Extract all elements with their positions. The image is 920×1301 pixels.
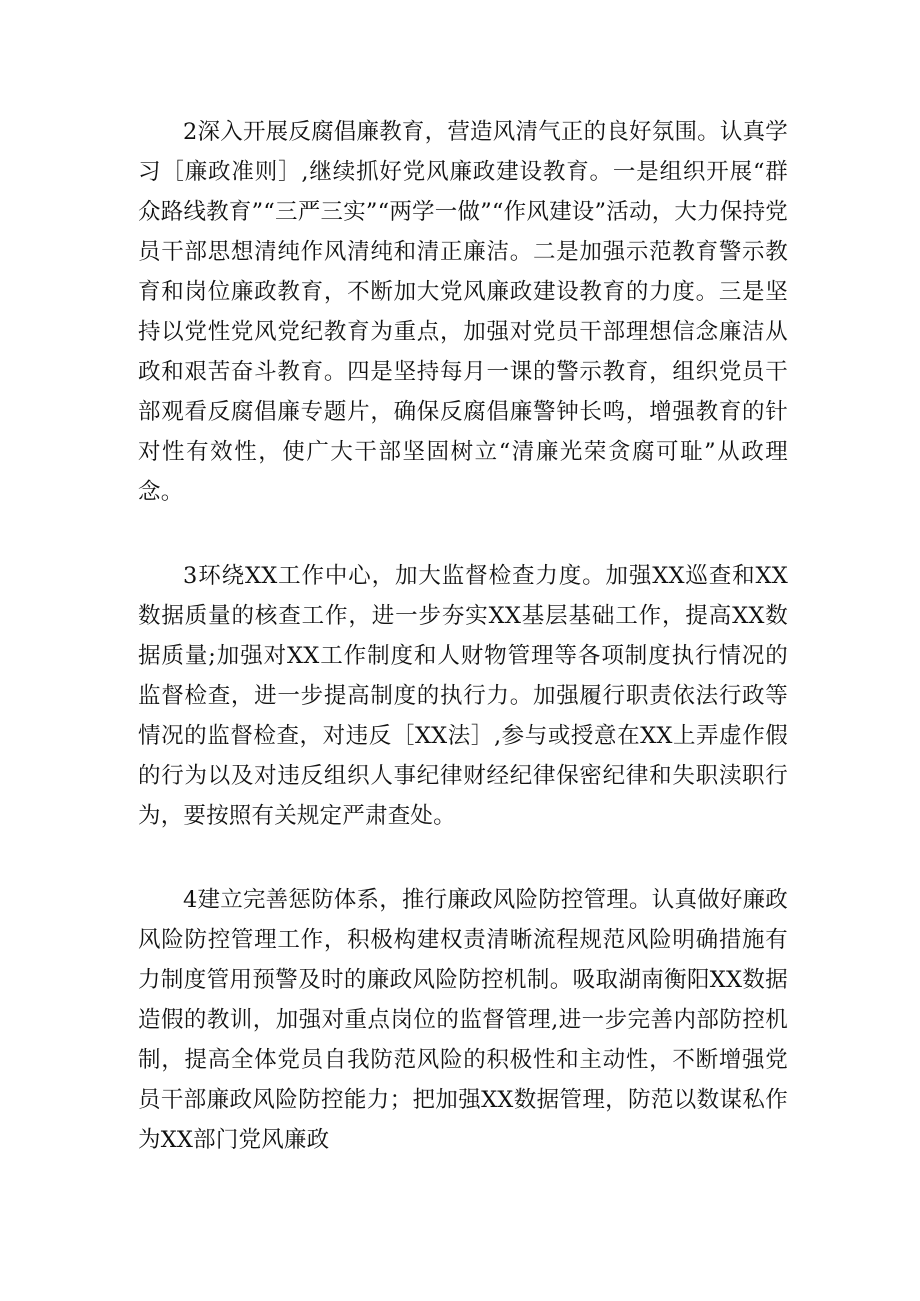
document-page (138, 112, 788, 1160)
paragraph-risk-control: 4建立完善惩防体系，推行廉政风险防控管理。认真做好廉政风险防控管理工作，积极构建权责清晰流程规范风险明确措施有力制度管用预警及时的廉政风险防控机制。吸取湖南衡阳XX数据造假的教训，加强对重点岗位的监督管理,进一步完善内部防控机制，提高全体党员自我防范风险的积极性和主动性，不断增强党员干部廉政风险防控能力；把加强XX数据管理，防范以数谋私作为XX部门党风廉政 (138, 887, 788, 1153)
paragraph-supervision: 3环绕XX工作中心，加大监督检查力度。加强XX巡查和XX数据质量的核查工作，进一步夯实XX基层基础工作，提高XX数据质量;加强对XX工作制度和人财物管理等各项制度执行情况的监督检查，进一步提高制度的执行力。加强履行职责依法行政等情况的监督检查，对违反［XX法］,参与或授意在XX上弄虚作假的行为以及对违反组织人事纪律财经纪律保密纪律和失职渎职行为，要按照有关规定严肃查处。 (138, 563, 788, 829)
paragraph-education: 2深入开展反腐倡廉教育，营造风清气正的良好氛围。认真学习［廉政准则］,继续抓好党风廉政建设教育。一是组织开展“群众路线教育”“三严三实”“两学一做”“作风建设”活动，大力保持党员干部思想清纯作风清纯和清正廉洁。二是加强示范教育警示教育和岗位廉政教育，不断加大党风廉政建设教育的力度。三是坚持以党性党风党纪教育为重点，加强对党员干部理想信念廉洁从政和艰苦奋斗教育。四是坚持每月一课的警示教育，组织党员干部观看反腐倡廉专题片，确保反腐倡廉警钟长鸣，增强教育的针对性有效性，使广大干部坚固树立“清廉光荣贪腐可耻”从政理念。 (138, 119, 788, 505)
